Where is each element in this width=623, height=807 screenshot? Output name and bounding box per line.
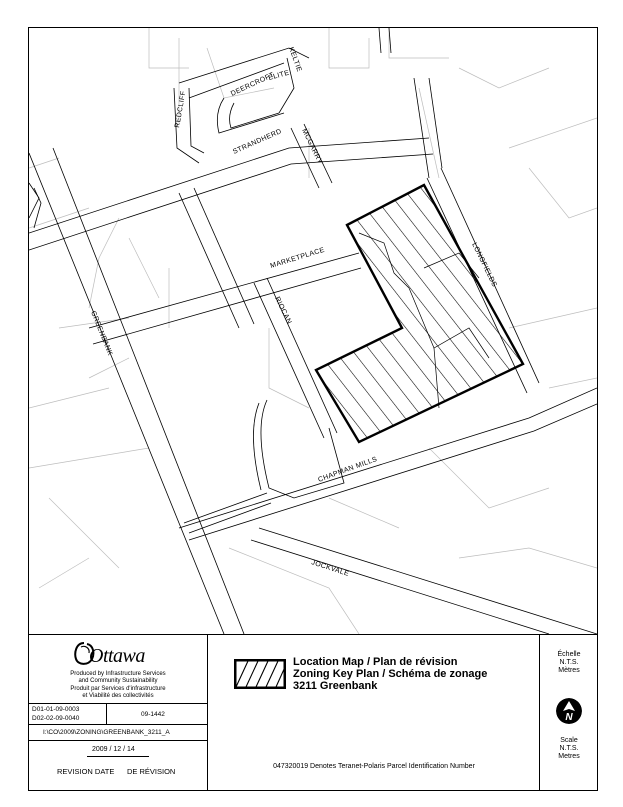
map-area [29,28,597,634]
street-label-mcgarry: MCGARRY [300,127,324,166]
path-row-divider [29,724,207,725]
street-label-jockvale: JOCKVALE [310,559,350,579]
street-label-keltie: KELTIE [287,46,303,74]
ottawa-wordmark: Ottawa [89,645,145,667]
zoning-map [29,28,597,634]
street-label-redcliff: REDCLIFF [174,90,188,129]
north-arrow-icon [556,698,582,724]
scale-column [541,635,597,791]
nts-label-bottom: N.T.S. [559,745,579,752]
file-number-ref: 09-1442 [141,711,165,718]
street-label-marketplace: MARKETPLACE [269,246,326,270]
road-lines [29,28,597,634]
street-label-greenbank: GREENBANK [89,310,114,357]
revision-date-label-fr: DE RÉVISION [127,767,176,776]
title-column [209,635,540,791]
file-number-d02: D02-02-09-0040 [32,715,80,722]
file-number-separator [106,703,107,724]
parcel-id-note: 047320019 Denotes Teranet-Polaris Parcel Identification Number [273,763,475,770]
produced-by-fr-2: et Viabilité des collectivités [82,693,154,699]
parcel-lines [29,28,597,634]
file-number-d01: D01-01-09-0003 [32,706,80,713]
title-line-3: 3211 Greenbank [293,680,378,692]
street-label-longfields: LONGFIELDS [470,241,498,289]
street-label-chapman-mills: CHAPMAN MILLS [317,455,379,484]
metres-label-bottom: Metres [558,753,580,760]
street-label-elite: ELITE [267,69,291,82]
produced-by-fr-1: Produit par Services d'infrastructure [70,686,166,692]
legend-block [29,634,597,791]
nts-label-top: N.T.S. [559,659,579,666]
metres-label-top: Mètres [558,667,580,674]
file-number-row-divider [29,703,207,704]
hatch-legend-swatch [234,659,286,689]
date-row-divider [29,740,207,741]
revision-date-underline [87,756,149,757]
produced-by-en-2: and Community Sustainability [78,678,158,684]
street-label-strandherd: STRANDHERD [231,128,283,156]
street-label-riocan: RIOCAN [273,295,293,326]
logo-column [29,635,208,791]
title-line-2: Zoning Key Plan / Schéma de zonage [293,668,488,680]
echelle-label: Échelle [557,651,581,658]
revision-date-value: 2009 / 12 / 14 [92,746,135,753]
revision-date-label-en: REVISION DATE [57,767,115,776]
produced-by-en-1: Produced by Infrastructure Services [70,671,166,677]
street-label-deercroft: DEERCROFT [229,71,276,98]
file-path: I:\CO\2009\ZONING\GREENBANK_3211_A [43,729,170,736]
title-line-1: Location Map / Plan de révision [293,656,458,668]
svg-text:N: N [565,712,573,723]
scale-label: Scale [560,737,578,744]
